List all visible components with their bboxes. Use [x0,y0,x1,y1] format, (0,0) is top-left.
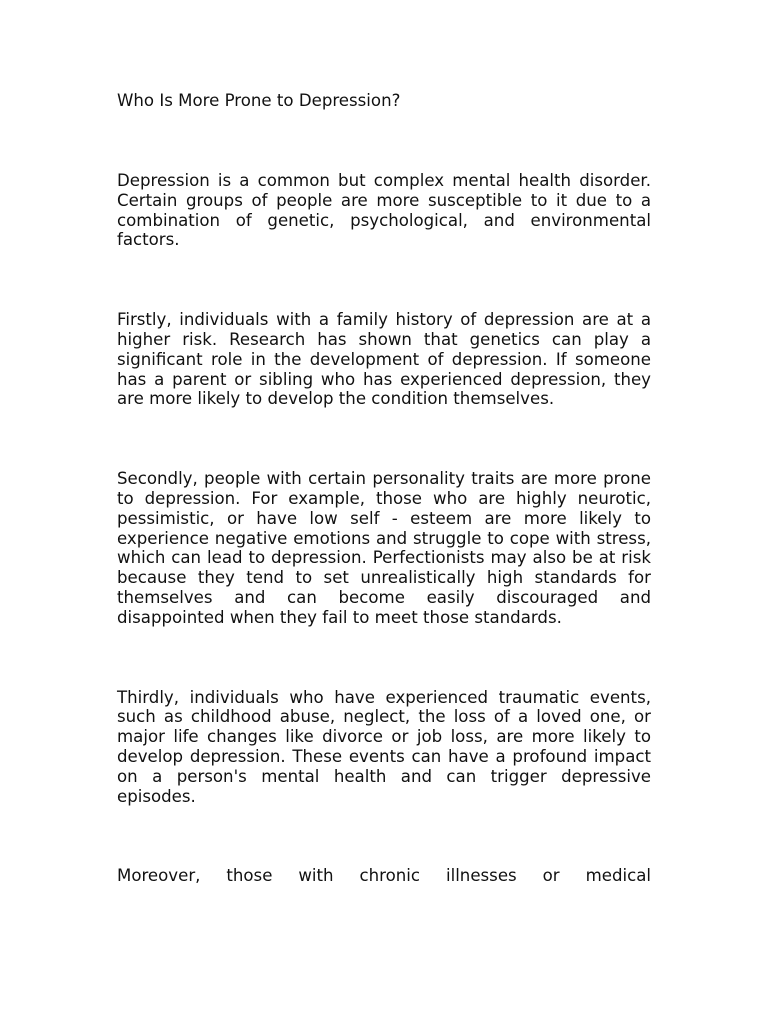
paragraph-chronic-illness: Moreover, those with chronic illnesses or medical [117,866,651,886]
paragraph-traumatic-events: Thirdly, individuals who have experienced traumatic events, such as childhood abuse, neglect, the loss of a loved one, or major life changes like divorce or job loss, are more likely to develop depression. These events can have a profound impact on a person's mental health and can trigger depressive episodes. [117,687,651,806]
document-body [117,91,651,886]
paragraph-intro: Depression is a common but complex mental health disorder. Certain groups of people are more susceptible to it due to a combination of genetic, psychological, and environmental factors. [117,171,651,250]
paragraph-personality-traits: Secondly, people with certain personality traits are more prone to depression. For example, those who are highly neurotic, pessimistic, or have low self - esteem are more likely to experience negative emotions and struggle to cope with stress, which can lead to depression. Perfectionists may also be at risk because they tend to set unrealistically high standards for themselves and can become easily discouraged and disappointed when they fail to meet those standards. [117,469,651,627]
paragraph-family-history: Firstly, individuals with a family history of depression are at a higher risk. Research has shown that genetics can play a significant role in the development of depression. If someone has a parent or sibling who has experienced depression, they are more likely to develop the condition themselves. [117,310,651,409]
document-title: Who Is More Prone to Depression? [117,91,401,110]
